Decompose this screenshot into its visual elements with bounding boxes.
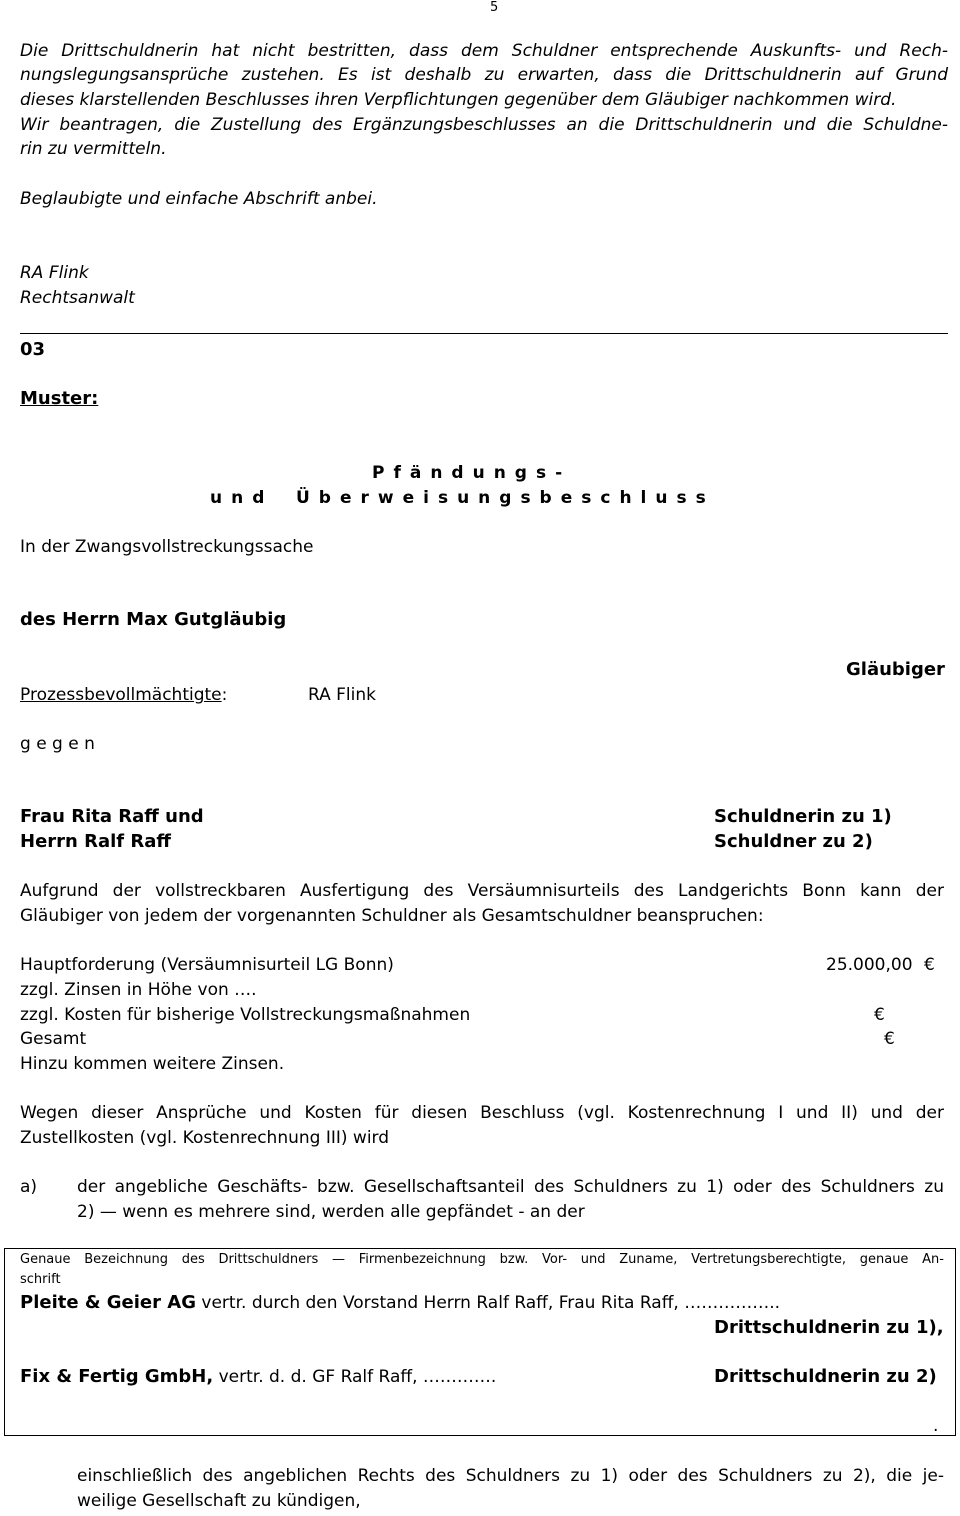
third-party-box	[4, 1248, 956, 1436]
intro-line-1: Die Drittschuldnerin hat nicht bestritten, dass dem Schuldner entsprechende Auskunfts- und Rech-	[20, 41, 948, 61]
claim-4-currency: €	[884, 1029, 895, 1049]
debtor-1-role: Schuldnerin zu 1)	[714, 806, 892, 827]
third-party-2	[20, 1365, 496, 1389]
debtor-1-name: Frau Rita Raff und	[20, 806, 204, 827]
third-party-1-details: vertr. durch den Vorstand Herrn Ralf Raff, Frau Rita Raff, ……………..	[196, 1293, 781, 1313]
costs-line-1: Wegen dieser Ansprüche und Kosten für diesen Beschluss (vgl. Kostenrechnung I und II) und der	[20, 1103, 944, 1123]
claim-1-label: Hauptforderung (Versäumnisurteil LG Bonn)	[20, 955, 394, 975]
box-instruction-1: Genaue Bezeichnung des Drittschuldners — Firmenbezeichnung bzw. Vor- und Zuname, Vertretungsberechtigte, genaue An-	[20, 1252, 944, 1267]
heading-line-2-main: Überweisungsbeschluss	[296, 488, 715, 508]
basis-line-1: Aufgrund der vollstreckbaren Ausfertigung des Versäumnisurteils des Landgerichts Bonn kann der	[20, 881, 944, 901]
signature-title: Rechtsanwalt	[20, 288, 135, 308]
claim-1-amount: 25.000,00	[826, 955, 913, 975]
third-party-2-name: Fix & Fertig GmbH,	[20, 1366, 214, 1387]
third-party-1-role: Drittschuldnerin zu 1),	[714, 1317, 944, 1338]
gegen-label: g e g e n	[20, 734, 95, 754]
intro-line-4: Wir beantragen, die Zustellung des Ergänzungsbeschlusses an die Drittschuldnerin und die Schuldne-	[20, 115, 948, 135]
signature-name: RA Flink	[20, 263, 89, 283]
basis-line-2: Gläubiger von jedem der vorgenannten Schuldner als Gesamtschuldner beanspruchen:	[20, 906, 764, 926]
heading-line-1: Pfändungs-	[372, 463, 572, 483]
section-number: 03	[20, 339, 46, 360]
heading-line-2-prefix: und	[210, 488, 274, 508]
intro-line-5: rin zu vermitteln.	[20, 139, 167, 159]
creditor-name: des Herrn Max Gutgläubig	[20, 609, 287, 630]
case-intro: In der Zwangsvollstreckungssache	[20, 537, 314, 557]
representative-label-wrap	[20, 683, 227, 707]
item-a-marker: a)	[20, 1177, 38, 1197]
intro-line-3: dieses klarstellenden Beschlusses ihren Verpflichtungen gegenüber dem Gläubiger nachkommen wird.	[20, 90, 897, 110]
third-party-2-details: vertr. d. d. GF Ralf Raff, ………….	[213, 1367, 497, 1387]
creditor-role: Gläubiger	[846, 659, 945, 680]
box-instruction-2: schrift	[20, 1272, 61, 1287]
costs-line-2: Zustellkosten (vgl. Kostenrechnung III) wird	[20, 1128, 390, 1148]
item-a-line-2: 2) — wenn es mehrere sind, werden alle gepfändet - an der	[77, 1202, 585, 1222]
item-a-cont-line-1: einschließlich des angeblichen Rechts des Schuldners zu 1) oder des Schuldners zu 2), die je-	[77, 1466, 944, 1486]
claims-note: Hinzu kommen weitere Zinsen.	[20, 1054, 285, 1074]
third-party-1-name: Pleite & Geier AG	[20, 1292, 196, 1313]
copy-note: Beglaubigte und einfache Abschrift anbei.	[20, 189, 378, 209]
muster-label: Muster:	[20, 388, 99, 409]
claim-3-label: zzgl. Kosten für bisherige Vollstreckungsmaßnahmen	[20, 1005, 471, 1025]
claim-3-currency: €	[874, 1005, 885, 1025]
section-divider	[20, 333, 948, 334]
representative-name: RA Flink	[308, 685, 376, 705]
representative-label: Prozessbevollmächtigte	[20, 685, 222, 705]
third-party-2-role: Drittschuldnerin zu 2)	[714, 1366, 937, 1387]
box-trailing-dot: .	[933, 1416, 939, 1436]
item-a-cont-line-2: weilige Gesellschaft zu kündigen,	[77, 1491, 361, 1511]
debtor-2-name: Herrn Ralf Raff	[20, 831, 171, 852]
debtor-2-role: Schuldner zu 2)	[714, 831, 873, 852]
item-a-line-1: der angebliche Geschäfts- bzw. Gesellschaftsanteil des Schuldners zu 1) oder des Schuldners zu	[77, 1177, 944, 1197]
page-number: 5	[490, 0, 499, 15]
representative-colon: :	[221, 685, 228, 705]
claim-1-currency: €	[924, 955, 935, 975]
claim-4-label: Gesamt	[20, 1029, 87, 1049]
claim-2-label: zzgl. Zinsen in Höhe von ….	[20, 980, 257, 1000]
third-party-1	[20, 1291, 780, 1315]
intro-line-2: nungslegungsansprüche zustehen. Es ist deshalb zu erwarten, dass die Drittschuldnerin auf Grund	[20, 65, 948, 85]
